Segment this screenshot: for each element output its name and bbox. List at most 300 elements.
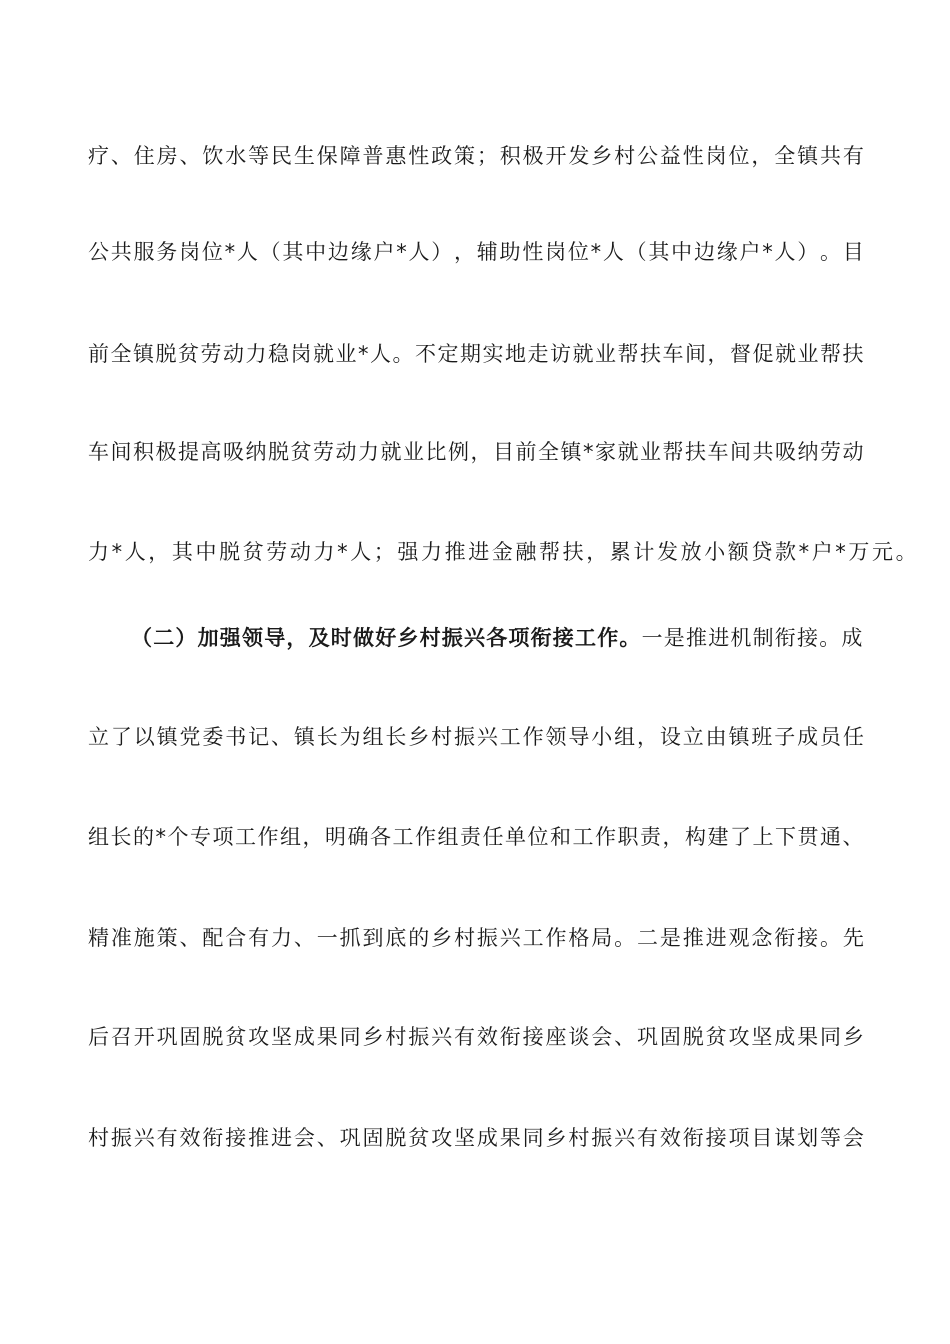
text-glyph: 效	[659, 1126, 681, 1150]
text-glyph: 脱	[268, 440, 289, 464]
text-glyph: 吸	[775, 440, 796, 464]
text-glyph: 生	[293, 144, 315, 168]
text-glyph: 了	[110, 725, 132, 749]
text-glyph: 同	[522, 1126, 544, 1150]
text-glyph: 工	[392, 825, 414, 849]
text-glyph: 长	[385, 725, 407, 749]
text-glyph: （	[625, 240, 647, 264]
text-glyph: 果	[499, 1126, 521, 1150]
text-glyph: 作	[415, 825, 436, 849]
text-glyph: 精	[88, 926, 109, 950]
text-glyph: 镇	[560, 440, 582, 464]
text-glyph: 明	[325, 825, 346, 849]
text-glyph: 人	[408, 240, 430, 264]
text-glyph: 定	[437, 342, 459, 366]
text-glyph: 务	[156, 240, 178, 264]
text-glyph: 前	[88, 342, 109, 366]
text-glyph: 振	[591, 1126, 613, 1150]
text-glyph: 通	[820, 825, 841, 849]
section-heading-continuation: 一是推进机制衔接。成	[641, 626, 864, 650]
text-glyph: 推	[248, 1126, 270, 1150]
text-glyph: 房	[156, 144, 178, 168]
text-glyph: 镇	[293, 725, 315, 749]
text-glyph: 员	[820, 725, 841, 749]
text-glyph: 就	[775, 342, 796, 366]
text-glyph: 策	[156, 926, 178, 950]
text-glyph: 辅	[476, 240, 498, 264]
text-glyph: 下	[775, 825, 796, 849]
text-glyph: 划	[797, 1126, 819, 1150]
text-glyph: 构	[685, 825, 706, 849]
text-glyph: 到	[362, 926, 384, 950]
text-glyph: 目	[493, 440, 514, 464]
text-glyph: 的	[408, 926, 430, 950]
text-glyph: 积	[499, 144, 521, 168]
text-glyph: 积	[133, 440, 154, 464]
text-glyph: 振	[408, 1025, 430, 1049]
text-glyph: 边	[327, 240, 349, 264]
text-glyph: 脱	[155, 342, 177, 366]
text-glyph: 和	[550, 825, 571, 849]
text-glyph: 施	[133, 926, 155, 950]
text-glyph: ，	[470, 440, 492, 464]
text-glyph: 长	[110, 825, 132, 849]
text-glyph: 民	[271, 144, 292, 168]
text-glyph: 稳	[268, 342, 289, 366]
text-glyph: 户	[739, 240, 761, 264]
text-glyph: 小	[591, 725, 613, 749]
text-glyph: 成	[774, 1025, 796, 1049]
text-glyph: 了	[730, 825, 751, 849]
text-glyph: 村	[431, 725, 453, 749]
text-glyph: 各	[370, 825, 391, 849]
text-glyph: 个	[167, 825, 189, 849]
text-glyph: 攻	[248, 1025, 270, 1049]
text-glyph: 组	[362, 725, 384, 749]
text-glyph: 有	[842, 144, 864, 168]
text-glyph: 委	[202, 725, 224, 749]
text-glyph: 局	[591, 926, 613, 950]
text-glyph: 作	[522, 725, 544, 749]
text-glyph: 间	[685, 342, 706, 366]
text-glyph: 车	[662, 342, 684, 366]
text-glyph: 坚	[454, 1126, 475, 1150]
text-glyph: 兴	[476, 725, 498, 749]
text-glyph: 乡	[431, 926, 453, 950]
text-glyph: 作	[595, 825, 616, 849]
text-glyph: 组	[88, 825, 109, 849]
text-glyph: 固	[179, 1025, 201, 1049]
text-glyph: 工	[522, 926, 544, 950]
text-glyph: 的	[133, 825, 154, 849]
text-glyph: 等	[248, 144, 270, 168]
text-glyph: 坚	[271, 1025, 292, 1049]
text-glyph: 会	[591, 1025, 613, 1049]
text-glyph: *	[224, 240, 236, 264]
text-glyph: 、	[179, 926, 201, 950]
text-glyph: ，	[662, 825, 684, 849]
text-glyph: 吸	[223, 440, 244, 464]
text-glyph: 提	[178, 440, 199, 464]
text-glyph: 先	[842, 926, 864, 950]
text-glyph: 准	[110, 926, 132, 950]
text-glyph: 一	[316, 926, 338, 950]
text-glyph: 书	[225, 725, 247, 749]
text-glyph: 镇	[156, 725, 178, 749]
text-glyph: ，	[637, 725, 658, 749]
text-glyph: 人	[370, 342, 391, 366]
text-glyph: 谈	[568, 1025, 590, 1049]
text-glyph: 劳	[313, 440, 334, 464]
text-glyph: 果	[797, 1025, 819, 1049]
text-glyph: 效	[179, 1126, 201, 1150]
text-glyph: 立	[88, 725, 109, 749]
text-glyph: 力	[245, 342, 267, 366]
text-glyph: 固	[659, 1025, 681, 1049]
text-glyph: 饮	[202, 144, 224, 168]
text-glyph: 项	[728, 1126, 750, 1150]
text-glyph: 设	[659, 725, 681, 749]
text-glyph: 村	[614, 144, 636, 168]
text-glyph: 扶	[640, 342, 661, 366]
text-glyph: 动	[223, 342, 244, 366]
text-glyph: 作	[257, 825, 279, 849]
text-glyph: 目	[751, 1126, 773, 1150]
text-glyph: 坚	[751, 1025, 773, 1049]
text-glyph: 全	[538, 440, 559, 464]
text-glyph: 高	[200, 440, 222, 464]
text-glyph: 工	[235, 825, 256, 849]
text-glyph: 岗	[290, 342, 312, 366]
text-glyph: 力	[358, 440, 379, 464]
text-glyph: 振	[110, 1126, 132, 1150]
text-glyph: 确	[347, 825, 369, 849]
text-glyph: 比	[425, 440, 447, 464]
text-glyph: 攻	[431, 1126, 453, 1150]
section-heading: （二）加强领导，及时做好乡村振兴各项衔接工作。	[131, 626, 642, 650]
text-glyph: 接	[797, 926, 819, 950]
text-glyph: 位	[201, 240, 223, 264]
text-glyph: 会	[293, 1126, 315, 1150]
text-glyph: 任	[482, 825, 504, 849]
text-glyph: 座	[545, 1025, 567, 1049]
text-glyph: 是	[659, 926, 681, 950]
text-glyph: 配	[202, 926, 224, 950]
text-glyph: 期	[460, 342, 481, 366]
text-glyph: 巩	[156, 1025, 178, 1049]
text-glyph: 衔	[499, 1025, 521, 1049]
text-glyph: 有	[637, 1126, 658, 1150]
text-glyph: 走	[527, 342, 549, 366]
text-glyph: 导	[568, 725, 590, 749]
text-glyph: 兴	[133, 1126, 155, 1150]
paragraph-line	[88, 1123, 864, 1153]
text-glyph: 策	[454, 144, 475, 168]
text-glyph: 性	[522, 240, 544, 264]
text-glyph: 贫	[290, 440, 312, 464]
section-heading-line	[131, 623, 864, 653]
text-glyph: 户	[373, 240, 395, 264]
text-glyph: 贫	[408, 1126, 430, 1150]
text-glyph: 班	[751, 725, 773, 749]
text-glyph: 惠	[385, 144, 407, 168]
text-glyph: 公	[637, 144, 658, 168]
text-glyph: 服	[133, 240, 155, 264]
text-glyph: 衔	[202, 1126, 224, 1150]
text-glyph: 二	[637, 926, 658, 950]
text-glyph: 中	[671, 240, 693, 264]
text-glyph: 督	[730, 342, 751, 366]
text-glyph: 成	[293, 1025, 315, 1049]
text-glyph: 村	[88, 1126, 109, 1150]
text-glyph: 接	[705, 1126, 727, 1150]
text-glyph: 极	[522, 144, 544, 168]
text-glyph: 任	[842, 725, 864, 749]
text-glyph: 就	[380, 440, 402, 464]
text-glyph: 力	[271, 926, 292, 950]
text-glyph: 极	[155, 440, 177, 464]
text-glyph: *	[155, 825, 166, 849]
text-glyph: 会	[842, 1126, 864, 1150]
text-glyph: 效	[476, 1025, 498, 1049]
text-glyph: 纳	[245, 440, 267, 464]
text-glyph: 前	[515, 440, 537, 464]
text-glyph: 振	[454, 725, 475, 749]
text-glyph: 进	[271, 1126, 292, 1150]
text-glyph: 立	[682, 725, 704, 749]
text-glyph: 镇	[797, 144, 819, 168]
text-glyph: 开	[545, 144, 567, 168]
text-glyph: 业	[403, 440, 424, 464]
text-glyph: 。	[820, 240, 842, 264]
text-glyph: 车	[707, 440, 729, 464]
text-glyph: 地	[505, 342, 526, 366]
text-glyph: 谋	[774, 1126, 796, 1150]
text-glyph: 观	[728, 926, 750, 950]
text-glyph: 、	[842, 825, 864, 849]
text-glyph: 有	[454, 1025, 475, 1049]
text-glyph: 上	[752, 825, 774, 849]
text-glyph: 例	[448, 440, 469, 464]
text-glyph: 脱	[202, 1025, 224, 1049]
text-glyph: 镇	[133, 342, 154, 366]
text-glyph: 保	[316, 144, 338, 168]
paragraph-line: 力*人，其中脱贫劳动力*人；强力推进金融帮扶，累计发放小额贷款*户*万元。	[88, 540, 920, 564]
text-glyph: 公	[88, 240, 109, 264]
text-glyph: 职	[617, 825, 639, 849]
text-glyph: 共	[110, 240, 132, 264]
text-glyph: 位	[527, 825, 549, 849]
text-glyph: 促	[752, 342, 774, 366]
text-glyph: 缘	[716, 240, 738, 264]
text-glyph: 合	[225, 926, 247, 950]
text-glyph: 底	[385, 926, 407, 950]
text-glyph: 乡	[545, 1126, 567, 1150]
text-glyph: 贫	[705, 1025, 727, 1049]
text-glyph: 中	[305, 240, 327, 264]
text-glyph: 组	[280, 825, 301, 849]
text-glyph: 共	[820, 144, 841, 168]
text-glyph: 子	[774, 725, 796, 749]
text-glyph: 党	[179, 725, 201, 749]
text-glyph: （	[259, 240, 281, 264]
text-glyph: 乡	[842, 1025, 864, 1049]
text-glyph: 全	[774, 144, 796, 168]
text-glyph: 共	[752, 440, 774, 464]
text-glyph: 。	[820, 926, 841, 950]
text-glyph: 等	[820, 1126, 841, 1150]
text-glyph: 扶	[842, 342, 864, 366]
text-glyph: 劳	[820, 440, 841, 464]
text-glyph: 。	[392, 342, 414, 366]
paragraph-line	[88, 437, 864, 467]
text-glyph: 岗	[179, 240, 201, 264]
text-glyph: 攻	[728, 1025, 750, 1049]
text-glyph: 位	[728, 144, 750, 168]
text-glyph: 发	[568, 144, 590, 168]
text-glyph: 车	[88, 440, 109, 464]
text-glyph: 念	[751, 926, 773, 950]
text-glyph: 边	[693, 240, 715, 264]
text-glyph: 兴	[499, 926, 521, 950]
text-glyph: 访	[550, 342, 571, 366]
text-glyph: 帮	[662, 440, 684, 464]
text-glyph: *	[762, 240, 773, 264]
text-glyph: 接	[225, 1126, 247, 1150]
text-glyph: 固	[362, 1126, 384, 1150]
text-glyph: 就	[313, 342, 334, 366]
text-glyph: 其	[282, 240, 304, 264]
text-glyph: 业	[797, 342, 819, 366]
text-glyph: 乡	[591, 144, 613, 168]
text-glyph: 兴	[614, 1126, 636, 1150]
text-glyph: 记	[248, 725, 270, 749]
text-glyph: 人	[774, 240, 796, 264]
text-glyph: ）	[797, 240, 819, 264]
text-glyph: 扶	[685, 440, 706, 464]
text-glyph: 业	[595, 342, 616, 366]
text-glyph: 镇	[728, 725, 750, 749]
text-glyph: 目	[842, 240, 864, 264]
text-glyph: 位	[567, 240, 589, 264]
text-glyph: 有	[156, 1126, 178, 1150]
text-glyph: 开	[133, 1025, 155, 1049]
text-glyph: 以	[133, 725, 155, 749]
text-glyph: 专	[190, 825, 211, 849]
text-glyph: 业	[640, 440, 661, 464]
text-glyph: 召	[110, 1025, 132, 1049]
text-glyph: 家	[595, 440, 616, 464]
paragraph-line	[88, 1022, 864, 1052]
text-glyph: 间	[730, 440, 751, 464]
text-glyph: 作	[545, 926, 567, 950]
text-glyph: 单	[505, 825, 526, 849]
text-glyph: 就	[572, 342, 594, 366]
text-glyph: 推	[682, 926, 704, 950]
text-glyph: ，	[302, 825, 324, 849]
text-glyph: 政	[431, 144, 453, 168]
text-glyph: *	[396, 240, 407, 264]
text-glyph: 长	[316, 725, 338, 749]
text-glyph: 、	[179, 144, 201, 168]
paragraph-line	[88, 237, 864, 267]
text-glyph: 帮	[617, 342, 639, 366]
text-glyph: 。	[614, 926, 636, 950]
paragraph-line	[88, 822, 864, 852]
text-glyph: 疗	[88, 144, 109, 168]
text-glyph: ；	[476, 144, 498, 168]
text-glyph: 纳	[797, 440, 819, 464]
text-glyph: 人	[602, 240, 624, 264]
text-glyph: 进	[705, 926, 727, 950]
text-glyph: 、	[271, 725, 292, 749]
text-glyph: 果	[316, 1025, 338, 1049]
text-glyph: 同	[820, 1025, 841, 1049]
text-glyph: 住	[133, 144, 155, 168]
text-glyph: 组	[614, 725, 636, 749]
text-glyph: 同	[339, 1025, 361, 1049]
text-glyph: 村	[454, 926, 475, 950]
text-glyph: 帮	[820, 342, 841, 366]
text-glyph: 普	[362, 144, 384, 168]
text-glyph: 、	[316, 1126, 338, 1150]
text-glyph: 衔	[682, 1126, 704, 1150]
text-glyph: 责	[460, 825, 481, 849]
text-glyph: 振	[476, 926, 498, 950]
text-glyph: 抓	[339, 926, 361, 950]
text-glyph: 就	[617, 440, 639, 464]
text-glyph: ）	[431, 240, 453, 264]
text-glyph: 、	[614, 1025, 636, 1049]
text-glyph: 巩	[637, 1025, 658, 1049]
text-glyph: 成	[476, 1126, 498, 1150]
text-glyph: *	[358, 342, 369, 366]
text-glyph: 、	[110, 144, 132, 168]
text-glyph: 动	[335, 440, 357, 464]
text-glyph: 水	[225, 144, 247, 168]
text-glyph: 缘	[350, 240, 372, 264]
text-glyph: 后	[88, 1025, 109, 1049]
text-glyph: 衔	[774, 926, 796, 950]
text-glyph: 接	[522, 1025, 544, 1049]
text-glyph: 岗	[705, 144, 727, 168]
text-glyph: 、	[293, 926, 315, 950]
text-glyph: ，	[454, 240, 476, 264]
text-glyph: 责	[640, 825, 661, 849]
text-glyph: 村	[568, 1126, 590, 1150]
text-glyph: 实	[482, 342, 504, 366]
text-glyph: ，	[751, 144, 773, 168]
text-glyph: 人	[236, 240, 258, 264]
text-glyph: 业	[335, 342, 357, 366]
text-glyph: 工	[572, 825, 594, 849]
text-glyph: ，	[707, 342, 729, 366]
text-glyph: *	[583, 440, 594, 464]
text-glyph: 脱	[682, 1025, 704, 1049]
text-glyph: 障	[339, 144, 361, 168]
text-glyph: 不	[415, 342, 436, 366]
paragraph-line	[88, 339, 864, 369]
text-glyph: 助	[499, 240, 521, 264]
text-glyph: 贯	[797, 825, 819, 849]
text-glyph: 贫	[178, 342, 199, 366]
text-glyph: 兴	[431, 1025, 453, 1049]
text-glyph: 劳	[200, 342, 222, 366]
text-glyph: 动	[842, 440, 864, 464]
text-glyph: 格	[568, 926, 590, 950]
text-glyph: 间	[110, 440, 132, 464]
text-glyph: 岗	[545, 240, 567, 264]
